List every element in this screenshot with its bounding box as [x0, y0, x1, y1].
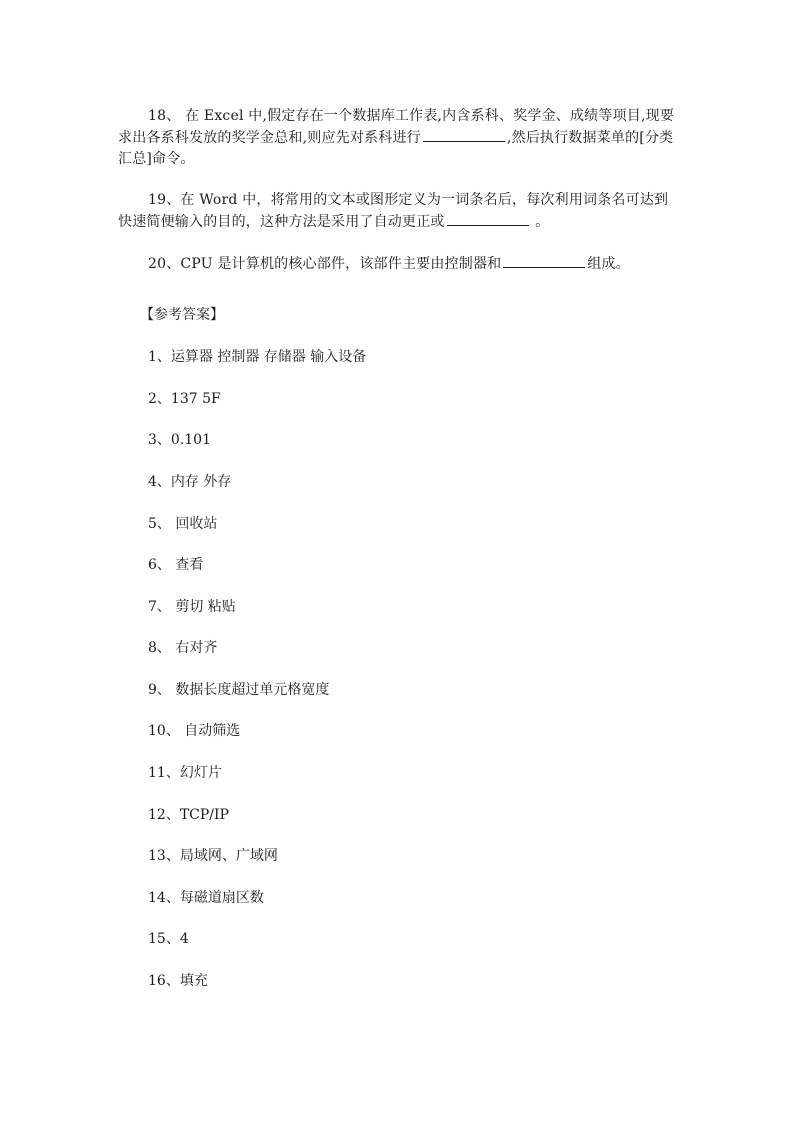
question-18-text-end: ,然后执行数据菜单的[分类汇总]命令。: [118, 130, 674, 167]
answer-blank: [503, 253, 585, 268]
answer-item: 13、局域网、广域网: [148, 848, 278, 864]
answer-item: 14、每磁道扇区数: [148, 890, 264, 906]
question-19-text: 19、在 Word 中，将常用的文本或图形定义为一词条名后，每次利用词条名可达到快速简便输入的目的，这种方法是采用了自动更正或: [118, 192, 669, 230]
answer-item: 15、4: [148, 931, 189, 947]
answer-item: 11、幻灯片: [148, 765, 222, 781]
answer-item: 6、 查看: [148, 557, 204, 573]
answer-item: 7、 剪切 粘贴: [148, 599, 236, 615]
question-19-text-end: 。: [530, 214, 550, 230]
answer-item: 1、运算器 控制器 存储器 输入设备: [148, 349, 367, 365]
answers-heading: 【参考答案】: [140, 307, 224, 323]
question-20-text-end: 组成。: [587, 256, 630, 272]
question-20: [118, 253, 678, 275]
answer-item: 10、 自动筛选: [148, 723, 241, 739]
question-18: [118, 106, 678, 170]
answer-item: 12、TCP/IP: [148, 807, 229, 823]
answer-blank: [423, 127, 505, 142]
answer-blank: [447, 211, 529, 226]
question-19: [118, 190, 678, 233]
answer-item: 5、 回收站: [148, 516, 218, 532]
answer-item: 16、填充: [148, 973, 208, 989]
question-20-text: 20、CPU 是计算机的核心部件，该部件主要由控制器和: [148, 256, 502, 272]
answer-item: 9、 数据长度超过单元格宽度: [148, 682, 330, 698]
answer-item: 2、137 5F: [148, 391, 221, 407]
question-18-text: 18、 在 Excel 中,假定存在一个数据库工作表,内含系科、奖学金、成绩等项目,现要求出各系科发放的奖学金总和,则应先对系科进行: [118, 108, 675, 146]
answer-item: 3、0.101: [148, 432, 211, 448]
answer-item: 8、 右对齐: [148, 640, 218, 656]
answer-item: 4、内存 外存: [148, 474, 232, 490]
